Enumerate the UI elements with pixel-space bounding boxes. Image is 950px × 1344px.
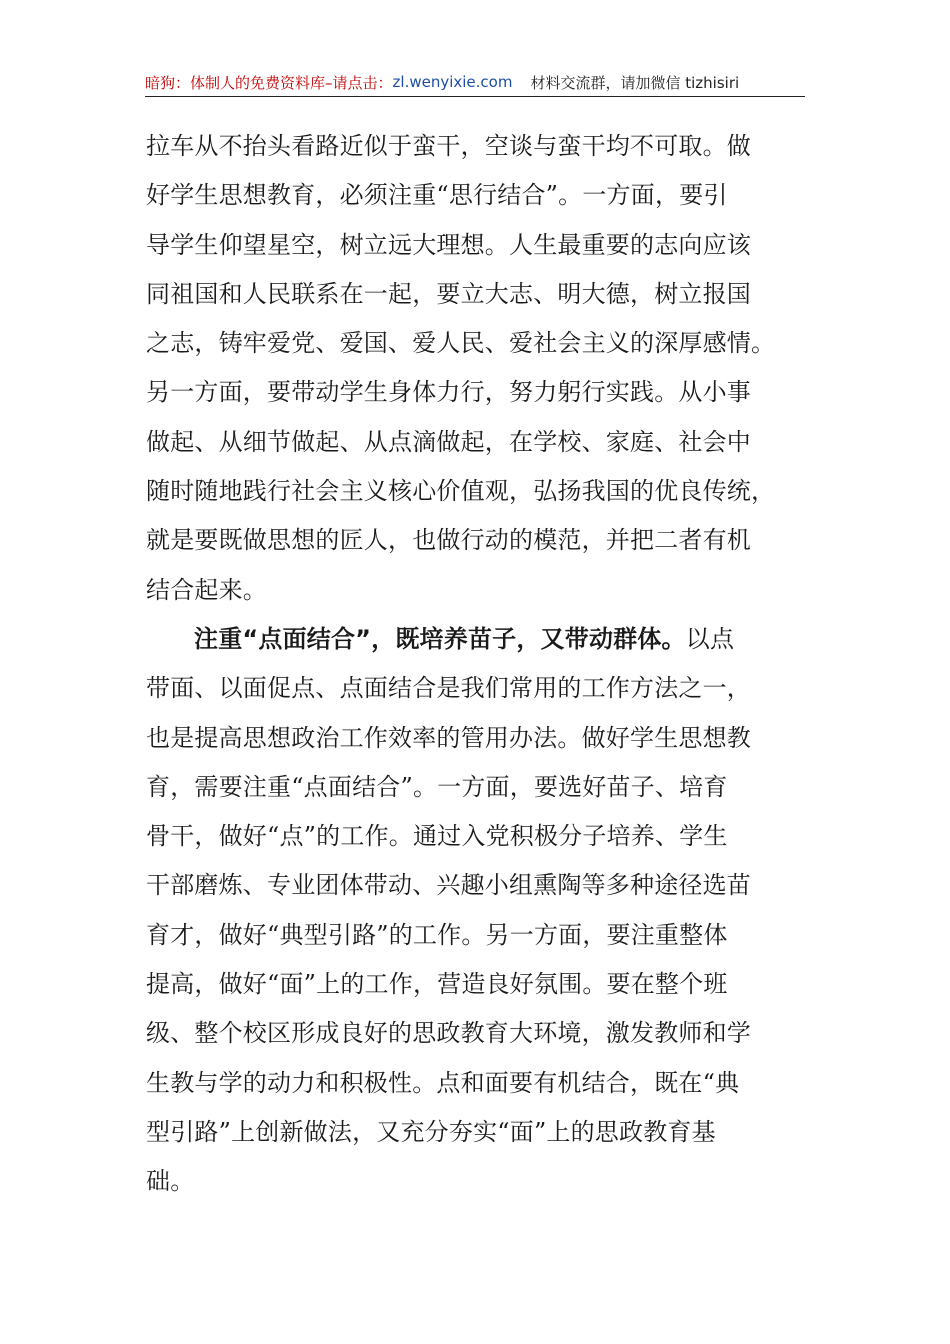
- text-line: 型引路”上创新做法，又充分夯实“面”上的思政教育基: [146, 1117, 716, 1146]
- document-body: [146, 122, 806, 1207]
- text-line: 随时随地践行社会主义核心价值观，弘扬我国的优良传统，: [146, 477, 776, 506]
- paragraph-heading-line: [146, 615, 806, 664]
- page-header: [145, 70, 805, 97]
- header-contact: 材料交流群，请加微信 tizhisiri: [530, 73, 740, 92]
- text-line: 育才，做好“典型引路”的工作。另一方面，要注重整体: [146, 920, 728, 949]
- header-link-prefix: –请点击：: [325, 73, 393, 92]
- text-line: 骨干，做好“点”的工作。通过入党积极分子培养、学生: [146, 822, 728, 851]
- text-line: 结合起来。: [146, 575, 267, 604]
- text-line: 级、整个校区形成良好的思政教育大环境，激发教师和学: [146, 1019, 751, 1048]
- text-line: 也是提高思想政治工作效率的管用办法。做好学生思想教: [146, 723, 751, 752]
- text-line: 好学生思想教育，必须注重“思行结合”。一方面，要引: [146, 181, 728, 210]
- text-line: 就是要既做思想的匠人，也做行动的模范，并把二者有机: [146, 526, 751, 555]
- text-line: 导学生仰望星空，树立远大理想。人生最重要的志向应该: [146, 230, 751, 259]
- heading-line-rest: 以点: [685, 624, 735, 653]
- text-line: 同祖国和人民联系在一起，要立大志、明大德，树立报国: [146, 279, 751, 308]
- text-line: 础。: [146, 1167, 195, 1196]
- header-link[interactable]: zl.wenyixie.com: [392, 73, 513, 91]
- paragraph-heading: 注重“点面结合”，既培养苗子，又带动群体。: [194, 624, 686, 653]
- text-line: 做起、从细节做起、从点滴做起，在学校、家庭、社会中: [146, 427, 751, 456]
- text-line: 带面、以面促点、点面结合是我们常用的工作方法之一，: [146, 674, 751, 703]
- text-line: 拉车从不抬头看路近似于蛮干，空谈与蛮干均不可取。做: [146, 132, 751, 160]
- text-line: 提高，做好“面”上的工作，营造良好氛围。要在整个班: [146, 970, 728, 999]
- text-line: 干部磨炼、专业团体带动、兴趣小组熏陶等多种途径选苗: [146, 871, 751, 900]
- header-brand: 暗狗：体制人的免费资料库: [145, 73, 326, 92]
- text-line: 另一方面，要带动学生身体力行，努力躬行实践。从小事: [146, 378, 751, 407]
- text-line: 育，需要注重“点面结合”。一方面，要选好苗子、培育: [146, 772, 728, 801]
- text-line: 之志，铸牢爱党、爱国、爱人民、爱社会主义的深厚感情。: [146, 329, 776, 358]
- text-line: 生教与学的动力和积极性。点和面要有机结合，既在“典: [146, 1068, 740, 1097]
